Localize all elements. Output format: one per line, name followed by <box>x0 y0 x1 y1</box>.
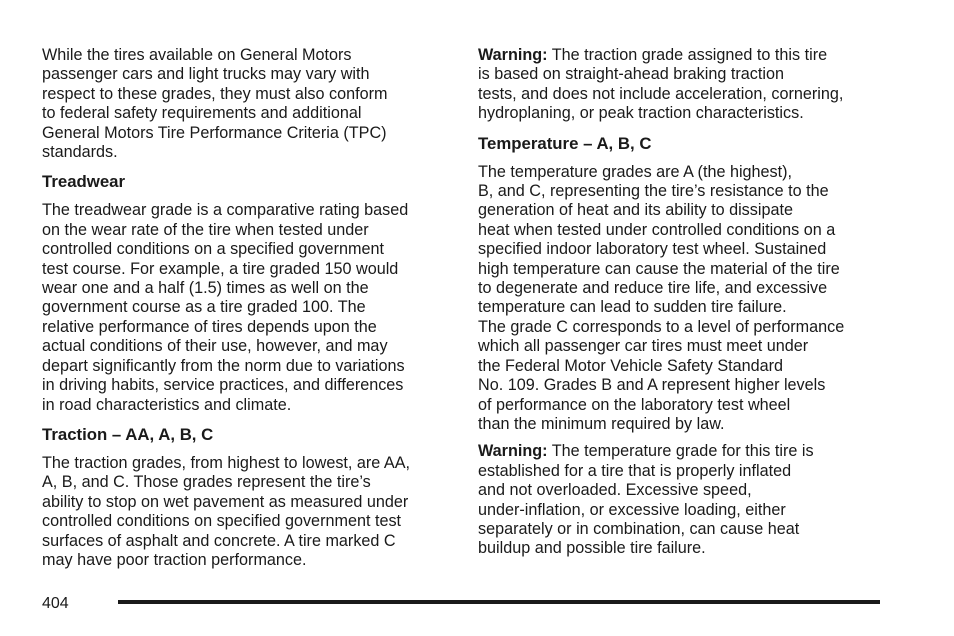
warning-label: Warning: <box>478 442 548 461</box>
temperature-heading: Temperature – A, B, C <box>478 133 652 153</box>
intro-paragraph: While the tires available on General Motors passenger cars and light trucks may vary with respect to these grades, they must also conform to federal safety requirements and additional General Motors Tire Performance Criteria (TPC) standards. <box>42 46 388 162</box>
page-number: 404 <box>42 595 69 612</box>
warning-text: The traction grade assigned to this tire is based on straight-ahead braking traction tests, and does not include acceleration, cornering, hydroplaning, or peak traction characteristics. <box>478 46 844 123</box>
temperature-grade-paragraph: The grade C corresponds to a level of performance which all passenger car tires must meet under the Federal Motor Vehicle Safety Standard No. 109. Grades B and A represent higher levels of performance on the laboratory test wheel than the minimum required by law. <box>478 317 845 433</box>
traction-heading: Traction – AA, A, B, C <box>42 424 214 444</box>
left-column <box>42 46 447 570</box>
warning-label: Warning: <box>478 46 548 64</box>
traction-warning <box>478 46 888 124</box>
temperature-paragraph: The temperature grades are A (the highest), B, and C, representing the tire’s resistance to the generation of heat and its ability to dissipate heat when tested under controlled conditions on a specified indoor laboratory test wheel. Sustained high temperature can cause the material of the tire to degenerate and reduce tire life, and excessive temperature can lead to sudden tire failure. <box>478 162 840 317</box>
traction-paragraph: The traction grades, from highest to lowest, are AA, A, B, and C. Those grades represent the tire’s ability to stop on wet pavement as measured under controlled conditions on specified government test surfaces of asphalt and concrete. A tire marked C may have poor traction performance. <box>42 453 410 569</box>
warning-text: The temperature grade for this tire is established for a tire that is properly inflated and not overloaded. Excessive speed, under-inflation, or excessive loading, either separately or in combination, can cause heat buildup and possible tire failure. <box>478 442 814 558</box>
footer-rule <box>118 600 880 604</box>
treadwear-paragraph: The treadwear grade is a comparative rating based on the wear rate of the tire when tested under controlled conditions on a specified government test course. For example, a tire graded 150 would wear one and a half (1.5) times as well on the government course as a tire graded 100. The relative performance of tires depends upon the actual conditions of their use, however, and may depart significantly from the norm due to variations in driving habits, service practices, and differences in road characteristics and climate. <box>42 201 409 414</box>
temperature-warning <box>478 442 888 558</box>
treadwear-heading: Treadwear <box>42 172 126 192</box>
right-column <box>478 46 888 559</box>
